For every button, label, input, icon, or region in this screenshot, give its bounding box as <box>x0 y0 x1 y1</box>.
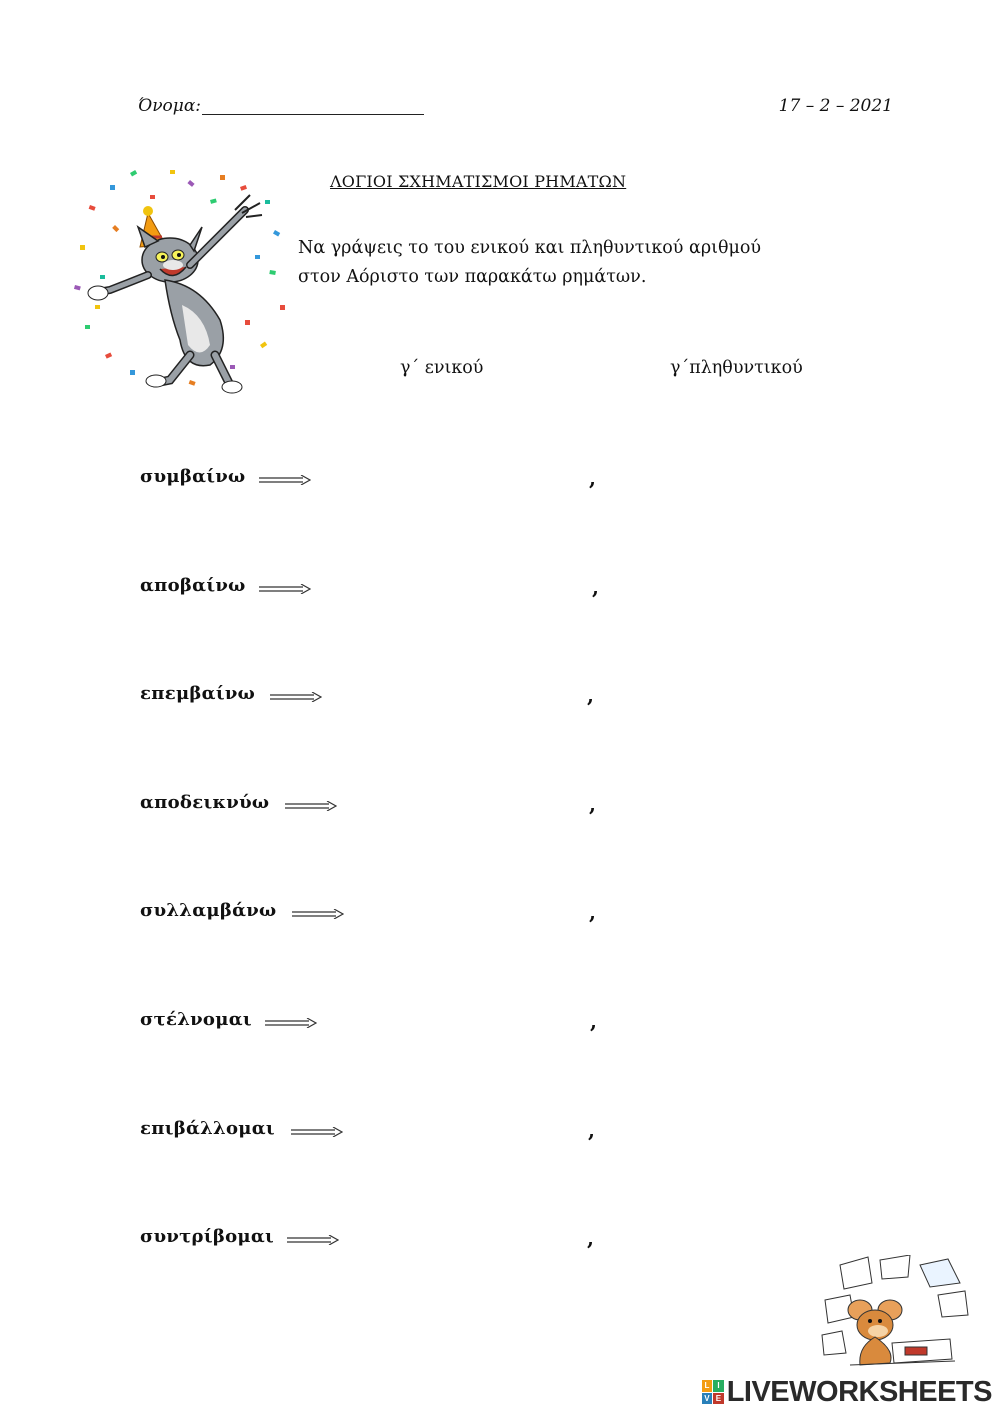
date: 17 – 2 – 2021 <box>778 96 893 116</box>
verb-label: συλλαμβάνω <box>140 900 277 921</box>
comma-separator: , <box>588 1118 595 1142</box>
instructions-line-2: στον Αόριστο των παρακάτω ρημάτων. <box>298 267 647 287</box>
cartoon-mouse-papers-icon <box>820 1255 970 1373</box>
verb-label: στέλνομαι <box>140 1009 252 1030</box>
liveworksheets-brand <box>702 1377 992 1407</box>
double-arrow-icon <box>292 909 344 919</box>
logo-letter: E <box>713 1393 724 1405</box>
logo-letter: V <box>702 1393 713 1405</box>
comma-separator: , <box>592 575 599 599</box>
verb-row <box>140 900 740 930</box>
verb-row <box>140 683 740 713</box>
double-arrow-icon <box>287 1235 339 1245</box>
worksheet-title: ΛΟΓΙΟΙ ΣΧΗΜΑΤΙΣΜΟΙ ΡΗΜΑΤΩΝ <box>330 172 627 191</box>
verb-label: επεμβαίνω <box>140 683 256 704</box>
verb-row <box>140 1226 740 1256</box>
verb-label: επιβάλλομαι <box>140 1118 275 1139</box>
liveworksheets-wordmark: LIVEWORKSHEETS <box>726 1375 992 1408</box>
comma-separator: , <box>590 1009 597 1033</box>
verb-row <box>140 575 740 605</box>
double-arrow-icon <box>259 584 311 594</box>
comma-separator: , <box>587 1226 594 1250</box>
verb-row <box>140 1009 740 1039</box>
double-arrow-icon <box>291 1127 343 1137</box>
instructions <box>298 234 818 292</box>
double-arrow-icon <box>285 801 337 811</box>
verb-label: αποδεικνύω <box>140 792 270 813</box>
verb-row <box>140 1118 740 1148</box>
verb-label: συμβαίνω <box>140 466 246 487</box>
verb-row <box>140 466 740 496</box>
comma-separator: , <box>589 466 596 490</box>
verb-label: συντρίβομαι <box>140 1226 275 1247</box>
column-header-singular: γ΄ ενικού <box>400 358 484 378</box>
double-arrow-icon <box>259 475 311 485</box>
verb-row <box>140 792 740 822</box>
comma-separator: , <box>589 900 596 924</box>
comma-separator: , <box>587 683 594 707</box>
comma-separator: , <box>589 792 596 816</box>
logo-letter: I <box>713 1380 724 1392</box>
verb-label: αποβαίνω <box>140 575 246 596</box>
column-header-plural: γ΄πληθυντικού <box>670 358 803 378</box>
logo-letter: L <box>702 1380 713 1392</box>
name-label: Όνομα: <box>138 96 202 116</box>
liveworksheets-logo-icon <box>702 1380 724 1404</box>
double-arrow-icon <box>270 692 322 702</box>
cartoon-cat-confetti-icon <box>70 165 295 400</box>
double-arrow-icon <box>265 1018 317 1028</box>
instructions-line-1: Να γράψεις το του ενικού και πληθυντικού αριθμού <box>298 238 762 258</box>
name-input-line[interactable] <box>202 114 424 115</box>
